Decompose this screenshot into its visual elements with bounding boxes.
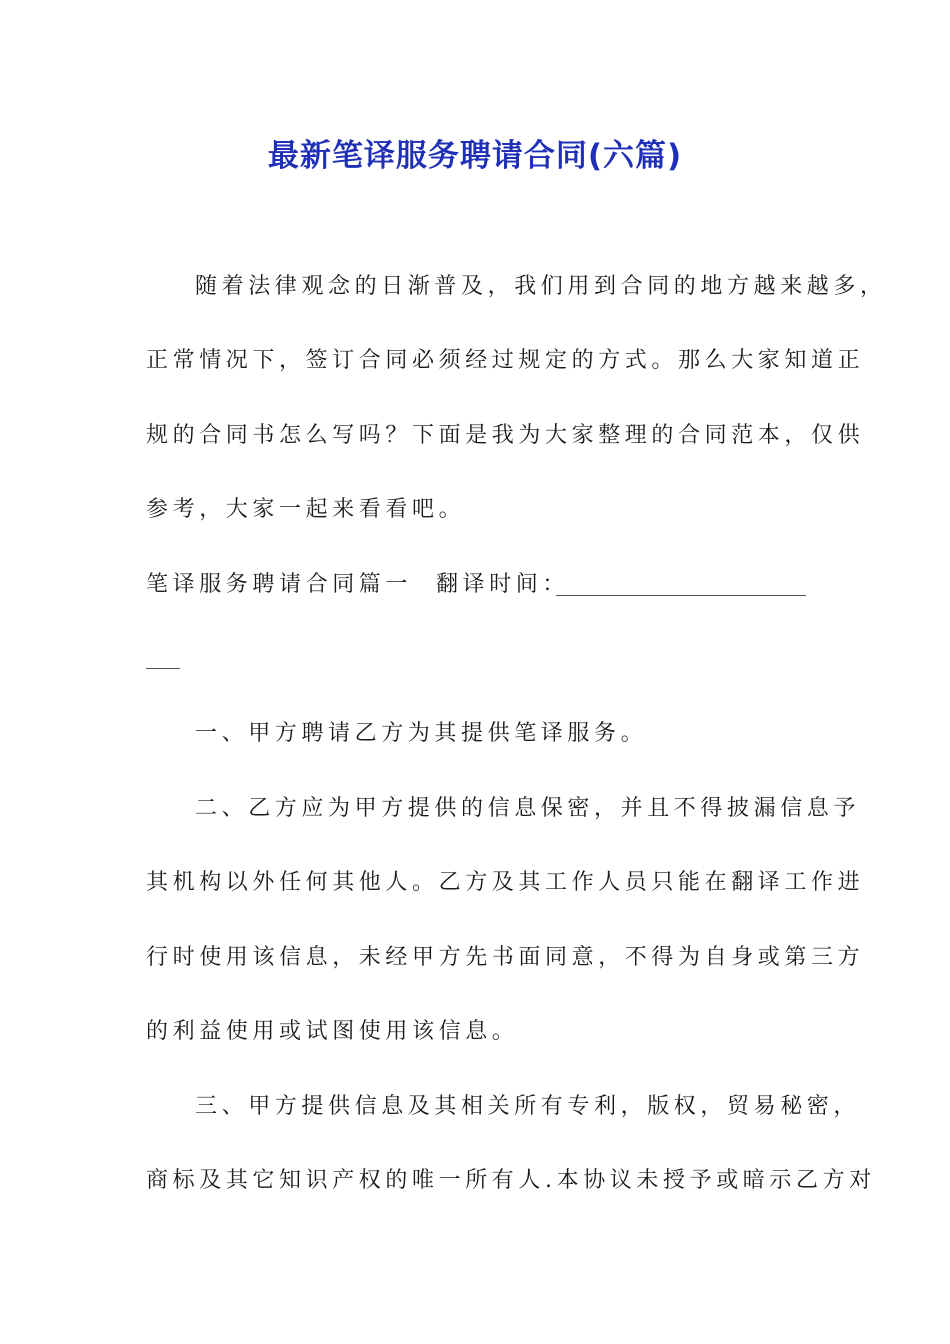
translation-time-label: 翻译时间： [436, 572, 570, 597]
clause-2-line-3: 行时使用该信息，未经甲方先书面同意，不得为自身或第三方 [146, 945, 865, 970]
translation-time-blank [556, 594, 806, 596]
clause-3-line-1: 三、甲方提供信息及其相关所有专利，版权，贸易秘密， [195, 1094, 861, 1119]
clause-2-line-2: 其机构以外任何其他人。乙方及其工作人员只能在翻译工作进 [146, 870, 865, 895]
translation-time-blank-continued [146, 667, 180, 669]
section-heading: 笔译服务聘请合同篇一 [146, 572, 413, 597]
intro-line-3: 规的合同书怎么写吗？下面是我为大家整理的合同范本，仅供 [146, 423, 865, 448]
clause-2-line-1: 二、乙方应为甲方提供的信息保密，并且不得披漏信息予 [195, 796, 861, 821]
clause-3-line-2: 商标及其它知识产权的唯一所有人.本协议未授予或暗示乙方对 [146, 1168, 876, 1193]
clause-1-line-1: 一、甲方聘请乙方为其提供笔译服务。 [195, 721, 648, 746]
intro-line-2: 正常情况下，签订合同必须经过规定的方式。那么大家知道正 [146, 348, 865, 373]
intro-line-4: 参考，大家一起来看看吧。 [146, 497, 466, 522]
clause-2-line-4: 的利益使用或试图使用该信息。 [146, 1019, 519, 1044]
document-title: 最新笔译服务聘请合同(六篇) [267, 138, 683, 174]
intro-line-1: 随着法律观念的日渐普及，我们用到合同的地方越来越多， [195, 274, 887, 299]
